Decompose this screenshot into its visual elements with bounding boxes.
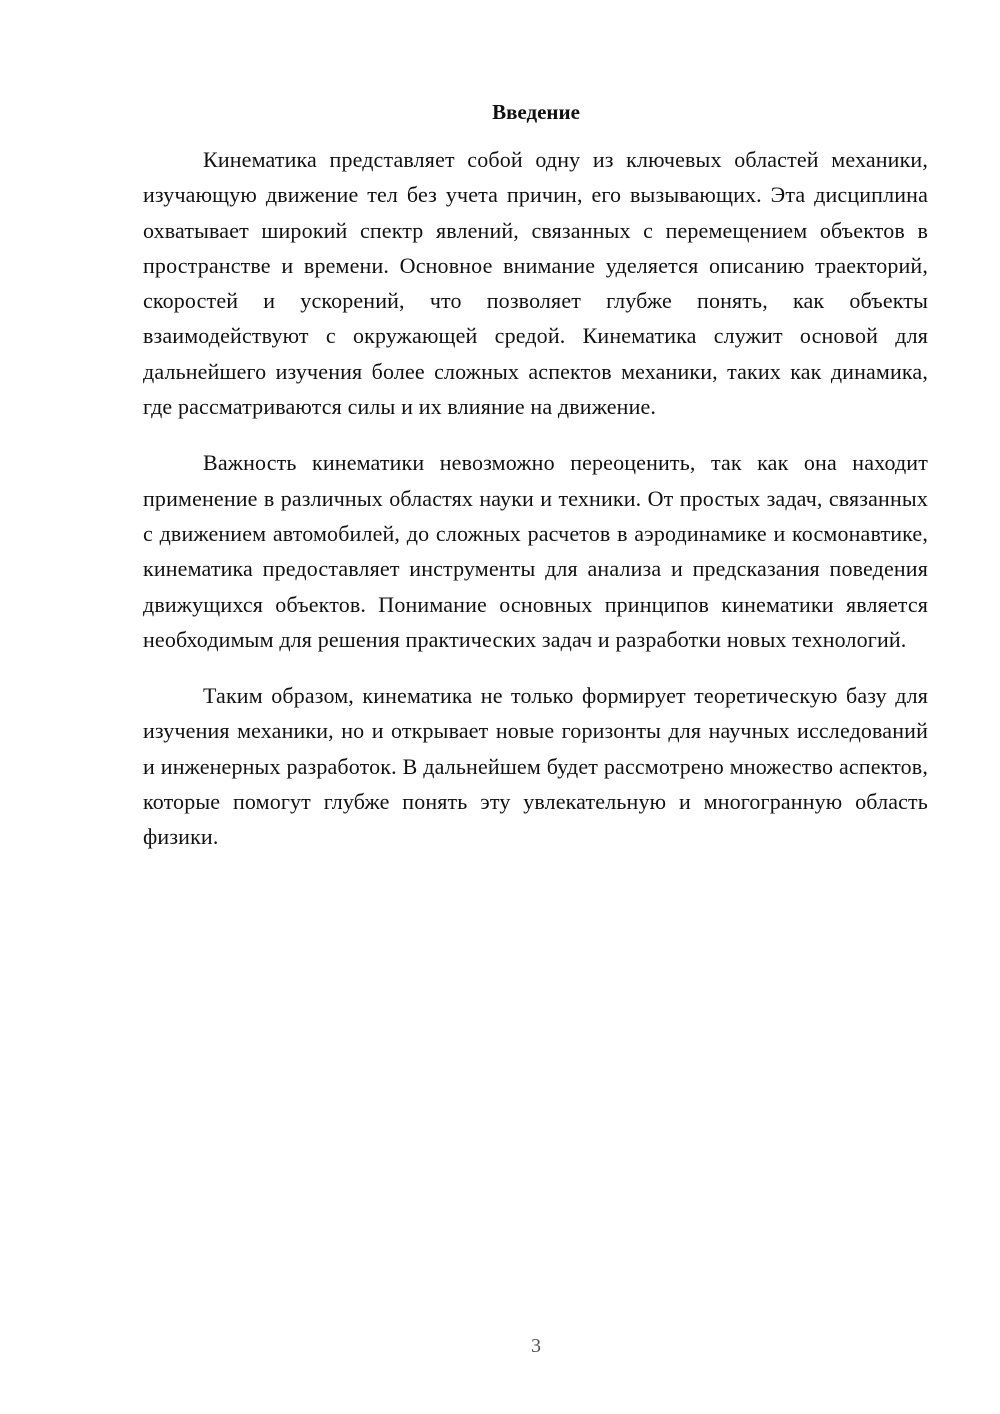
paragraph-3: Таким образом, кинематика не только формирует теоретическую базу для изучения механики, но и открывает новые горизонты для научных исследований и инженерных разработок. В дальнейшем будет рассмотрено множество аспектов, которые помогут глубже понять эту увлекательную и многогранную область физики. xyxy=(143,683,928,850)
paragraph-1: Кинематика представляет собой одну из ключевых областей механики, изучающую движение тел без учета причин, его вызывающих. Эта дисциплина охватывает широкий спектр явлений, связанных с перемещением объектов в пространстве и времени. Основное внимание уделяется описанию траекторий, скоростей и ускорений, что позволяет глубже понять, как объекты взаимодействуют с окружающей средой. Кинематика служит основой для дальнейшего изучения более сложных аспектов механики, таких как динамика, где рассматриваются силы и их влияние на движение. xyxy=(143,147,928,420)
page-number: 3 xyxy=(531,1335,541,1357)
paragraph-2: Важность кинематики невозможно переоценить, так как она находит применение в различных областях науки и техники. От простых задач, связанных с движением автомобилей, до сложных расчетов в аэродинамике и космонавтике, кинематика предоставляет инструменты для анализа и предсказания поведения движущихся объектов. Понимание основных принципов кинематики является необходимым для решения практических задач и разработки новых технологий. xyxy=(143,450,928,652)
document-body xyxy=(143,142,928,876)
page-title: Введение xyxy=(492,100,580,124)
